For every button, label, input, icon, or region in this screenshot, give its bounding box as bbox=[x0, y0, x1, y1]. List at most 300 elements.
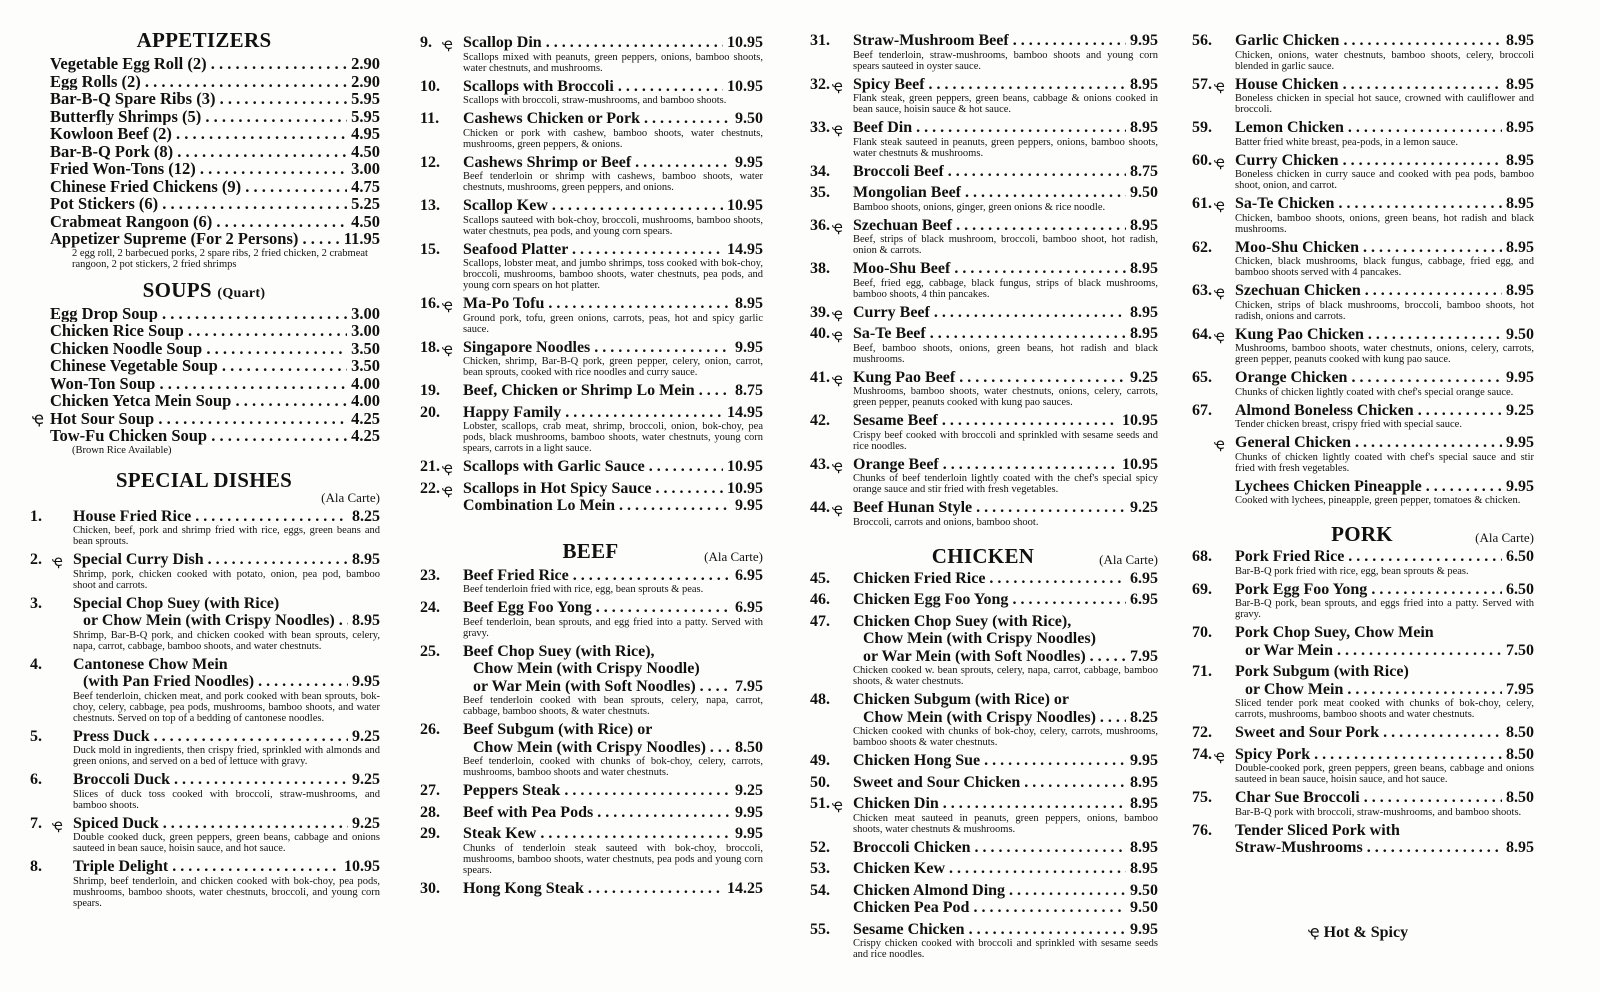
item-number: 44. bbox=[810, 499, 830, 516]
item-line bbox=[1235, 434, 1534, 452]
item-description: Shrimp, Bar-B-Q pork, and chicken cooked with bean sprouts, celery, napa, carrot, cabbage, bamboo shoots, and water chestnuts. bbox=[73, 629, 380, 652]
menu-item bbox=[808, 921, 1158, 961]
item-price: 8.95 bbox=[1130, 216, 1158, 234]
menu-item bbox=[1190, 282, 1534, 322]
item-description: Chicken, black mushrooms, black fungus, cabbage, fried egg, and bamboo shoots served with 4 pancakes. bbox=[1235, 256, 1534, 278]
menu-item bbox=[808, 325, 1158, 365]
item-name: Cashews Chicken or Pork . . . bbox=[463, 110, 731, 128]
menu-item bbox=[808, 591, 1158, 609]
item-number: 32. bbox=[810, 75, 830, 93]
item-number: 68. bbox=[1192, 548, 1212, 565]
item-line bbox=[463, 880, 763, 898]
chili-pepper-icon: ҿ bbox=[832, 456, 843, 475]
item-number: 35. bbox=[810, 184, 830, 201]
beef-header bbox=[418, 537, 763, 565]
item-number: 12. bbox=[420, 153, 440, 171]
beef-list-b bbox=[808, 32, 1158, 528]
item-line bbox=[463, 497, 763, 515]
beef-title: BEEF bbox=[562, 538, 619, 563]
item-name: Pot Stickers (6) . . . bbox=[50, 195, 347, 213]
item-line bbox=[1235, 326, 1534, 344]
menu-item bbox=[28, 508, 380, 548]
item-price: 9.25 bbox=[735, 782, 763, 799]
item-line bbox=[1235, 369, 1534, 387]
chili-pepper-icon: ҿ bbox=[442, 296, 453, 314]
item-number: 20. bbox=[420, 403, 440, 421]
menu-item bbox=[28, 195, 380, 213]
item-price: 8.50 bbox=[1506, 724, 1534, 741]
item-price: 8.50 bbox=[1506, 789, 1534, 806]
item-price: 9.25 bbox=[1506, 401, 1534, 419]
item-number: 19. bbox=[420, 382, 440, 399]
menu-item bbox=[28, 143, 380, 161]
item-number: 63. bbox=[1192, 282, 1212, 299]
chicken-note: (Ala Carte) bbox=[1099, 551, 1158, 567]
item-line bbox=[463, 825, 763, 843]
item-name: Pork Egg Foo Yong . . . bbox=[1235, 581, 1502, 599]
item-line bbox=[463, 34, 763, 52]
legend-label: Hot & Spicy bbox=[1323, 924, 1409, 941]
item-line bbox=[463, 78, 763, 96]
item-description: Chicken or pork with cashew, bamboo shoots, water chestnuts, mushrooms, green peppers, & onions. bbox=[463, 127, 763, 150]
item-name: Press Duck . . . bbox=[73, 728, 348, 746]
menu-item bbox=[1190, 478, 1534, 507]
menu-item bbox=[28, 427, 380, 445]
menu-item bbox=[1190, 434, 1534, 474]
chili-pepper-icon: ҿ bbox=[52, 815, 63, 834]
item-name: Lychees Chicken Pineapple . . . bbox=[1235, 478, 1502, 496]
item-name: or War Mein . . . bbox=[1245, 642, 1502, 660]
item-number: 65. bbox=[1192, 369, 1212, 386]
chili-pepper-icon: ҿ bbox=[832, 796, 843, 814]
item-name: (with Pan Fried Noodles) . . . bbox=[83, 673, 348, 691]
item-description: Boneless chicken in curry sauce and cooked with pea pods, bamboo shoot, onion, and carrot. bbox=[1235, 169, 1534, 191]
item-name: Scallops in Hot Spicy Sauce . . . bbox=[463, 480, 723, 498]
chili-pepper-icon: ҿ bbox=[1214, 435, 1225, 453]
menu-item bbox=[418, 804, 763, 822]
item-line bbox=[1235, 581, 1534, 599]
item-price: 10.95 bbox=[727, 34, 763, 51]
item-number: 60. bbox=[1192, 151, 1212, 169]
item-price: 6.95 bbox=[1130, 569, 1158, 587]
item-name: Chow Mein (with Crispy Noodles) bbox=[863, 630, 1096, 647]
menu-item bbox=[28, 108, 380, 126]
item-number: 52. bbox=[810, 838, 830, 856]
menu-item bbox=[418, 782, 763, 800]
item-price: 9.95 bbox=[735, 825, 763, 842]
item-line bbox=[853, 882, 1158, 900]
item-name: Chicken Subgum (with Rice) or bbox=[853, 691, 1070, 708]
item-line bbox=[853, 795, 1158, 813]
item-description: Beef tenderloin, bean sprouts, and egg fried into a patty. Served with gravy. bbox=[463, 616, 763, 639]
item-line bbox=[463, 339, 763, 357]
menu-item bbox=[418, 643, 763, 718]
item-name: Kung Pao Beef . . . bbox=[853, 369, 1126, 387]
item-price: 8.95 bbox=[352, 551, 380, 568]
item-name: Pork Chop Suey, Chow Mein bbox=[1235, 624, 1434, 641]
item-description: Chicken, onions, water chestnuts, bamboo shoots, celery, broccoli blended in garlic sauce. bbox=[1235, 49, 1534, 72]
item-description: Chunks of chicken lightly coated with chef's special sauce and stir fried with fresh vegetables. bbox=[1235, 451, 1534, 474]
item-line bbox=[73, 673, 380, 691]
item-number: 67. bbox=[1192, 401, 1212, 419]
item-number: 69. bbox=[1192, 580, 1212, 598]
menu-item bbox=[808, 217, 1158, 257]
menu-item bbox=[28, 357, 380, 375]
item-name: Spicy Pork . . . bbox=[1235, 746, 1502, 764]
item-name: Chicken Din . . . bbox=[853, 795, 1126, 813]
item-number: 74. bbox=[1192, 745, 1212, 763]
item-name: Lemon Chicken . . . bbox=[1235, 119, 1502, 137]
item-line bbox=[1235, 789, 1534, 807]
item-number: 54. bbox=[810, 881, 830, 899]
item-name: Singapore Noodles . . . bbox=[463, 339, 731, 357]
menu-item bbox=[28, 551, 380, 591]
item-description: Duck mold in ingredients, then crispy fried, sprinkled with almonds and green onions, and served on a bed of lettuce with gravy. bbox=[73, 745, 380, 767]
item-name: Scallop Kew . . . bbox=[463, 197, 723, 215]
item-price: 6.50 bbox=[1506, 580, 1534, 598]
item-number: 13. bbox=[420, 197, 440, 214]
item-number: 31. bbox=[810, 32, 830, 49]
item-price: 3.00 bbox=[351, 321, 380, 340]
item-name: Steak Kew . . . bbox=[463, 825, 731, 843]
menu-item bbox=[808, 691, 1158, 748]
item-price: 8.25 bbox=[1130, 708, 1158, 726]
item-number: 53. bbox=[810, 860, 830, 877]
item-number: 50. bbox=[810, 773, 830, 791]
item-name: Spicy Beef . . . bbox=[853, 76, 1126, 94]
item-number: 36. bbox=[810, 216, 830, 234]
item-description: Chunks of beef tenderloin lightly coated with the chef's special spicy orange sauce and stir fried with fresh vegetables. bbox=[853, 473, 1158, 495]
item-line bbox=[853, 630, 1158, 648]
item-name: Butterfly Shrimps (5) . . . bbox=[50, 108, 347, 126]
menu-item bbox=[1190, 119, 1534, 148]
menu-item bbox=[1190, 822, 1534, 857]
item-description: Ground pork, tofu, green onions, carrots, peas, hot and spicy garlic sauce. bbox=[463, 312, 763, 335]
item-name: Broccoli Duck . . . bbox=[73, 771, 348, 789]
item-line bbox=[853, 412, 1158, 430]
item-line bbox=[463, 197, 763, 215]
item-name: Bar-B-Q Pork (8) . . . bbox=[50, 143, 347, 161]
item-number: 8. bbox=[30, 858, 42, 875]
item-number: 70. bbox=[1192, 624, 1212, 641]
special-list bbox=[28, 508, 380, 909]
item-name: Hong Kong Steak . . . bbox=[463, 880, 723, 898]
item-line bbox=[463, 295, 763, 313]
menu-item bbox=[28, 392, 380, 410]
item-description: Mushrooms, bamboo shoots, water chestnuts, onions, celery, carrots, green pepper, peanuts cooked with kung pao sauce. bbox=[1235, 343, 1534, 365]
item-price: 11.95 bbox=[343, 229, 380, 248]
item-price: 2.90 bbox=[351, 71, 380, 91]
chili-pepper-icon: ҿ bbox=[832, 120, 843, 138]
menu-item bbox=[1190, 789, 1534, 818]
item-price: 8.95 bbox=[1130, 773, 1158, 791]
item-number: 25. bbox=[420, 642, 440, 660]
item-name: Chow Mein (with Crispy Noodles) . . . bbox=[863, 709, 1126, 727]
chili-pepper-icon: ҿ bbox=[442, 339, 453, 358]
item-name: or War Mein (with Soft Noodles) . . . bbox=[863, 648, 1126, 666]
item-line bbox=[463, 404, 763, 422]
item-line bbox=[1235, 642, 1534, 660]
item-number: 48. bbox=[810, 691, 830, 708]
item-price: 8.50 bbox=[735, 738, 763, 756]
menu-item bbox=[808, 613, 1158, 688]
item-description: Beef tenderloin or shrimp with cashews, bamboo shoots, water chestnuts, mushrooms, green peppers, and onions. bbox=[463, 171, 763, 193]
chili-pepper-icon: ҿ bbox=[1214, 196, 1225, 214]
item-price: 6.95 bbox=[1130, 591, 1158, 608]
chili-pepper-icon: ҿ bbox=[832, 369, 843, 388]
item-number: 45. bbox=[810, 569, 830, 587]
menu-item bbox=[808, 456, 1158, 496]
chili-pepper-icon: ҿ bbox=[1214, 76, 1225, 95]
menu-item bbox=[808, 369, 1158, 409]
chili-pepper-icon: ҿ bbox=[1214, 283, 1225, 301]
menu-item bbox=[418, 825, 763, 876]
menu-item bbox=[808, 795, 1158, 835]
chili-pepper-icon: ҿ bbox=[832, 76, 843, 95]
item-line bbox=[463, 567, 763, 585]
item-price: 10.95 bbox=[727, 77, 763, 95]
menu-item bbox=[418, 110, 763, 150]
menu-item bbox=[28, 213, 380, 231]
item-price: 8.95 bbox=[1506, 119, 1534, 136]
item-price: 8.95 bbox=[352, 612, 380, 629]
chili-pepper-icon: ҿ bbox=[832, 217, 843, 236]
item-description: Slices of duck toss cooked with broccoli, straw-mushrooms, and bamboo shoots. bbox=[73, 788, 380, 811]
item-line bbox=[853, 325, 1158, 343]
beef-note: (Ala Carte) bbox=[704, 548, 763, 564]
item-price: 7.50 bbox=[1506, 641, 1534, 659]
menu-item bbox=[1190, 724, 1534, 742]
item-description: Beef tenderloin, straw-mushrooms, bamboo shoots and young corn spears sauteed in oyster sauce. bbox=[853, 49, 1158, 72]
menu-column-2 bbox=[418, 34, 763, 901]
item-number: 57. bbox=[1192, 75, 1212, 93]
item-name: Scallop Din . . . bbox=[463, 34, 723, 52]
item-price: 9.25 bbox=[352, 771, 380, 788]
item-name: Crabmeat Rangoon (6) . . . bbox=[50, 213, 347, 231]
item-price: 8.95 bbox=[1506, 238, 1534, 256]
menu-item bbox=[808, 119, 1158, 159]
pork-title: PORK bbox=[1331, 522, 1393, 546]
item-name: Kung Pao Chicken . . . bbox=[1235, 326, 1502, 344]
item-name: House Fried Rice . . . bbox=[73, 508, 348, 526]
item-name: Kowloon Beef (2) . . . bbox=[50, 125, 347, 143]
item-line bbox=[463, 782, 763, 800]
chili-pepper-icon: ҿ bbox=[442, 35, 453, 53]
menu-item bbox=[28, 178, 380, 196]
item-name: Pork Subgum (with Rice) bbox=[1235, 663, 1409, 680]
chili-pepper-icon: ҿ bbox=[442, 459, 453, 477]
item-price: 2.90 bbox=[351, 54, 380, 73]
item-price: 8.95 bbox=[1130, 860, 1158, 877]
item-description: Scallops with broccoli, straw-mushrooms, and bamboo shoots. bbox=[463, 95, 727, 106]
item-name: Sesame Beef . . . bbox=[853, 412, 1118, 430]
item-number: 56. bbox=[1192, 32, 1212, 49]
item-name: Ma-Po Tofu . . . bbox=[463, 295, 731, 313]
item-description: Bar-B-Q pork fried with rice, egg, bean sprouts & peas. bbox=[1235, 565, 1469, 577]
item-price: 8.95 bbox=[1130, 303, 1158, 321]
item-line bbox=[463, 721, 763, 739]
item-line bbox=[1235, 195, 1534, 213]
item-name: Beef Hunan Style . . . bbox=[853, 499, 1126, 517]
item-price: 4.50 bbox=[351, 141, 380, 161]
item-line bbox=[853, 613, 1158, 631]
item-price: 9.50 bbox=[1506, 325, 1534, 343]
item-number: 7. bbox=[30, 814, 42, 832]
item-description: Flank steak, green peppers, green beans, cabbage & onions cooked in bean sauce, hoisin sauce & hot sauce. bbox=[853, 93, 1158, 115]
item-price: 14.25 bbox=[727, 879, 763, 897]
item-name: or Chow Mein . . . bbox=[1245, 681, 1502, 699]
menu-item bbox=[418, 721, 763, 778]
item-name: Chicken Rice Soup . . . bbox=[50, 322, 347, 340]
item-name: Bar-B-Q Spare Ribs (3) . . . bbox=[50, 90, 347, 108]
menu-item bbox=[418, 480, 763, 515]
item-number: 27. bbox=[420, 782, 440, 799]
item-name: Sa-Te Chicken . . . bbox=[1235, 195, 1502, 213]
item-name: Happy Family . . . bbox=[463, 404, 723, 422]
item-price: 8.95 bbox=[1506, 839, 1534, 856]
item-price: 3.50 bbox=[351, 338, 380, 358]
item-line bbox=[73, 612, 380, 630]
item-line bbox=[1235, 822, 1534, 840]
menu-item bbox=[28, 656, 380, 724]
menu-item bbox=[808, 32, 1158, 72]
item-number: 71. bbox=[1192, 663, 1212, 680]
menu-item bbox=[1190, 548, 1534, 577]
item-number: 46. bbox=[810, 591, 830, 608]
item-price: 9.25 bbox=[1130, 499, 1158, 516]
item-name: Sesame Chicken . . . bbox=[853, 921, 1126, 939]
menu-item bbox=[808, 304, 1158, 322]
item-price: 9.95 bbox=[1130, 920, 1158, 938]
item-description: Chicken, strips of black mushrooms, broccoli, bamboo shoots, hot radish, onions and carrots. bbox=[1235, 299, 1534, 322]
item-name: Combination Lo Mein . . . bbox=[463, 497, 731, 515]
item-line bbox=[73, 595, 380, 613]
menu-item bbox=[28, 322, 380, 340]
item-line bbox=[853, 304, 1158, 322]
item-price: 4.25 bbox=[351, 408, 380, 428]
chili-pepper-icon: ҿ bbox=[832, 500, 843, 518]
item-name: Peppers Steak . . . bbox=[463, 782, 731, 800]
item-line bbox=[853, 899, 1158, 917]
item-name: Tow-Fu Chicken Soup . . . bbox=[50, 427, 347, 445]
menu-item bbox=[1190, 152, 1534, 192]
item-line bbox=[463, 599, 763, 617]
item-line bbox=[1235, 624, 1534, 642]
item-line bbox=[1235, 724, 1534, 742]
item-line bbox=[1235, 402, 1534, 420]
item-name: Chinese Vegetable Soup . . . bbox=[50, 357, 347, 375]
item-description: Tender chicken breast, crispy fried with special sauce. bbox=[1235, 419, 1462, 430]
item-price: 4.00 bbox=[351, 391, 380, 410]
item-line bbox=[1235, 478, 1534, 496]
item-number: 5. bbox=[30, 727, 42, 745]
item-name: Chicken Fried Rice . . . bbox=[853, 570, 1126, 588]
item-number: 49. bbox=[810, 752, 830, 769]
item-price: 9.50 bbox=[1130, 881, 1158, 899]
item-name: Chow Mein (with Crispy Noodle) bbox=[473, 660, 700, 677]
item-number: 23. bbox=[420, 566, 440, 584]
item-name: Egg Rolls (2) . . . bbox=[50, 73, 347, 91]
menu-item bbox=[1190, 624, 1534, 659]
menu-item bbox=[1190, 326, 1534, 366]
item-line bbox=[463, 739, 763, 757]
item-price: 8.95 bbox=[1130, 795, 1158, 812]
menu-item bbox=[418, 567, 763, 596]
item-name: Szechuan Chicken . . . bbox=[1235, 282, 1502, 300]
item-line bbox=[853, 591, 1158, 609]
menu-item bbox=[28, 410, 380, 428]
item-number: 34. bbox=[810, 162, 830, 180]
chicken-list-b bbox=[1190, 32, 1534, 506]
item-line bbox=[73, 771, 380, 789]
soups-subtitle: (Quart) bbox=[217, 285, 266, 301]
menu-item bbox=[1190, 195, 1534, 235]
item-name: Pork Fried Rice . . . bbox=[1235, 548, 1502, 566]
item-price: 7.95 bbox=[1506, 680, 1534, 698]
item-price: 10.95 bbox=[1122, 455, 1158, 473]
menu-item bbox=[1190, 402, 1534, 431]
item-description: Flank steak sauteed in peanuts, green peppers, onions, bamboo shoots, water chestnuts & mushrooms. bbox=[853, 136, 1158, 159]
item-line bbox=[853, 32, 1158, 50]
menu-item bbox=[808, 76, 1158, 116]
item-number: 41. bbox=[810, 368, 830, 386]
item-price: 3.00 bbox=[351, 303, 380, 323]
menu-item bbox=[418, 382, 763, 400]
menu-item bbox=[418, 599, 763, 639]
item-name: Tender Sliced Pork with bbox=[1235, 821, 1400, 839]
item-price: 10.95 bbox=[727, 479, 763, 497]
item-price: 8.75 bbox=[735, 382, 763, 399]
item-name: General Chicken . . . bbox=[1235, 434, 1502, 452]
item-description: Crispy beef cooked with broccoli and sprinkled with sesame seeds and rice noodles. bbox=[853, 429, 1158, 452]
item-name: Straw-Mushroom Beef . . . bbox=[853, 32, 1126, 50]
chili-pepper-icon: ҿ bbox=[442, 480, 453, 499]
item-name: Chicken Noodle Soup . . . bbox=[50, 340, 347, 358]
item-number: 22. bbox=[420, 479, 440, 497]
item-price: 9.95 bbox=[735, 803, 763, 821]
soups-list bbox=[28, 305, 380, 456]
item-description: Double-cooked pork, green peppers, green beans, cabbage and onions sauteed in bean sauce, hoisin sauce, and hot sauce. bbox=[1235, 763, 1534, 785]
item-name: Sa-Te Beef . . . bbox=[853, 325, 1126, 343]
item-number: 39. bbox=[810, 303, 830, 321]
item-price: 8.95 bbox=[1506, 32, 1534, 49]
item-name: Broccoli Chicken . . . bbox=[853, 839, 1126, 857]
special-header bbox=[28, 466, 380, 506]
pork-list bbox=[1190, 548, 1534, 857]
item-description: Scallops mixed with peanuts, green peppers, onions, bamboo shoots, water chestnuts, and mushrooms. bbox=[463, 51, 763, 74]
item-price: 9.95 bbox=[735, 497, 763, 514]
item-line bbox=[853, 921, 1158, 939]
item-price: 4.50 bbox=[351, 211, 380, 231]
item-description: Beef, bamboo shoots, onions, green beans, hot radish and black mushrooms. bbox=[853, 342, 1158, 365]
item-description: Chunks of chicken lightly coated with chef's special orange sauce. bbox=[1235, 386, 1514, 398]
item-name: Appetizer Supreme (For 2 Persons) . . . bbox=[50, 230, 340, 248]
special-title: SPECIAL DISHES bbox=[115, 467, 293, 492]
item-description: Double cooked duck, green peppers, green beans, cabbage and onions sauteed in bean sauce, hoisin sauce, and hot sauce. bbox=[73, 832, 380, 854]
item-price: 9.95 bbox=[1130, 752, 1158, 769]
menu-item bbox=[28, 305, 380, 323]
item-description: Broccoli, carrots and onions, bamboo shoot. bbox=[853, 516, 1039, 528]
item-price: 8.75 bbox=[1130, 162, 1158, 180]
item-name: Spiced Duck . . . bbox=[73, 815, 348, 833]
item-number: 9. bbox=[420, 34, 432, 51]
item-price: 9.95 bbox=[1506, 434, 1534, 451]
item-description: Chicken meat sauteed in peanuts, green peppers, onions, bamboo shoots, water chestnuts & mushrooms. bbox=[853, 812, 1158, 835]
item-description: 2 egg roll, 2 barbecued porks, 2 spare ribs, 2 fried chicken, 2 crabmeat rangoon, 2 pot stickers, 2 fried shrimps bbox=[72, 247, 368, 270]
menu-item bbox=[28, 815, 380, 855]
item-line bbox=[73, 551, 380, 569]
item-price: 5.25 bbox=[351, 194, 380, 213]
